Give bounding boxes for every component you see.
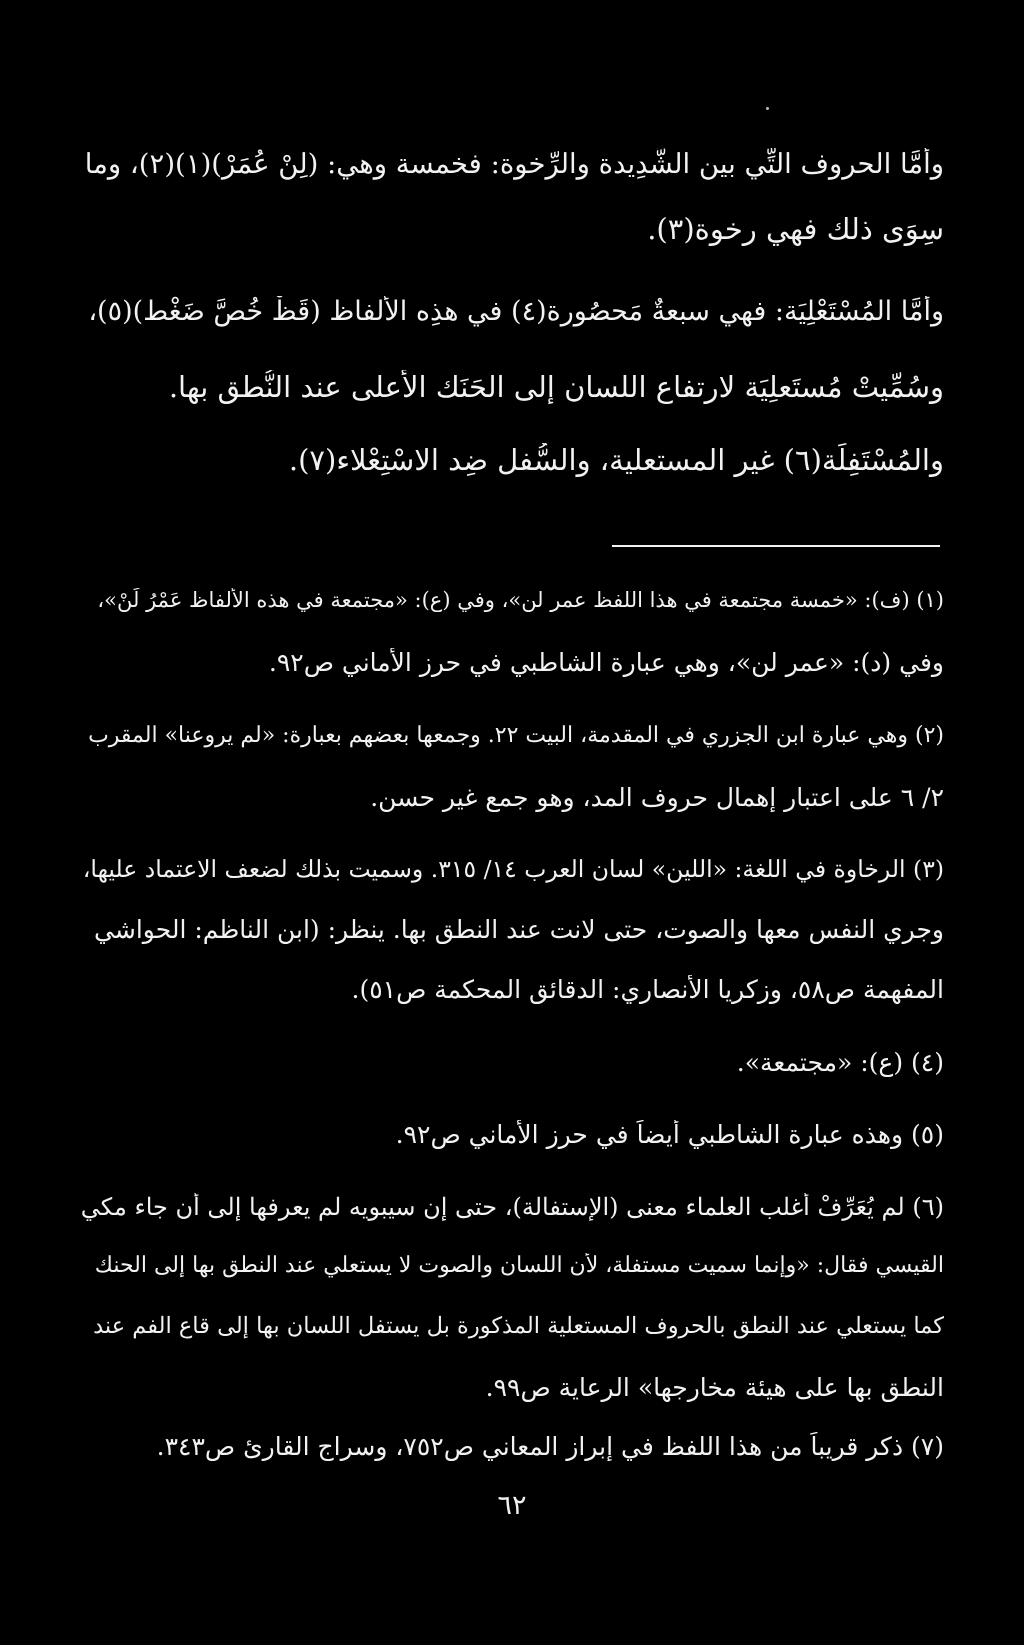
page-number: ٦٢ [497, 1490, 527, 1521]
footnote-line: المفهمة ص٥٨، وزكريا الأنصاري: الدقائق المحكمة ص٥١). [351, 975, 944, 1004]
footnote-line: القيسي فقال: «وإنما سميت مستفلة، لأن اللسان والصوت لا يستعلي عند النطق بها إلى الحنك [94, 1253, 944, 1278]
footnote-line: النطق بها على هيئة مخارجها» الرعاية ص٩٩. [485, 1373, 944, 1402]
footnote-separator [612, 545, 940, 547]
main-text-line: سِوَى ذلك فهي رِخوة(٣). [647, 212, 944, 246]
footnote-line: (٤) (ع): «مجتمعة». [736, 1048, 944, 1077]
main-text-line: والمُسْتَفِلَة(٦) غير المستعلية، والسُّفل ضِد الاسْتِعْلاء(٧). [288, 443, 944, 477]
footnote-line: كما يستعلي عند النطق بالحروف المستعلية المذكورة بل يستفل اللسان بها إلى قاع الفم عند [93, 1313, 944, 1339]
main-text-line: وأمَّا الحروف التِّي بين الشَّدِيدة والرِّخوة: فخمسة وهي: (لِنْ عُمَرْ)(١)(٢)، وما [84, 148, 944, 180]
footnote-line: وجري النفس معها والصوت، حتى لانت عند النطق بها. ينظر: (ابن الناظم: الحواشي [94, 915, 944, 944]
footnote-line: (٦) لم يُعَرِّفْ أغلب العلماء معنى (الإستفالة)، حتى إن سيبويه لم يعرفها إلى أن جاء مكي [80, 1193, 944, 1221]
footnote-line: وفي (د): «عمر لن»، وهي عبارة الشاطبي في حرز الأماني ص٩٢. [268, 648, 944, 677]
footnote-line: ٢/ ٦ على اعتبار إهمال حروف المد، وهو جمع غير حسن. [370, 783, 944, 812]
footnote-line: (٧) ذكر قريباً من هذا اللفظ في إبراز المعاني ص٧٥٢، وسراج القارئ ص٣٤٣. [156, 1432, 944, 1461]
main-text-line: وسُمِّيتْ مُستَعلِيَة لارتفاع اللسان إلى الحَنَك الأعلى عند النُّطق بها. [168, 370, 944, 404]
main-text-line: وأمَّا المُسْتَعْلِيَة: فهي سبعةٌ مَحصُورة(٤) في هذِه الألفاظ (قَظْ خُصَّ ضَغْط)(٥)، [88, 296, 944, 327]
footnote-line: (٢) وهي عبارة ابن الجزري في المقدمة، البيت ٢٢. وجمعها بعضهم بعبارة: «لم يروعنا» المقرب [88, 723, 944, 748]
scan-speck [766, 107, 769, 110]
footnote-line: (٥) وهذه عبارة الشاطبي أيضاً في حرز الأماني ص٩٢. [395, 1120, 944, 1149]
footnote-line: (١) (ف): «خمسة مجتمعة في هذا اللفظ عمر لن»، وفي (ع): «مجتمعة في هذه الألفاظ عَمْرُ لَنْ»، [97, 588, 944, 612]
footnote-line: (٣) الرخاوة في اللغة: «اللين» لسان العرب ١٤/ ٣١٥. وسميت بذلك لضعف الاعتماد عليها، [82, 855, 944, 883]
